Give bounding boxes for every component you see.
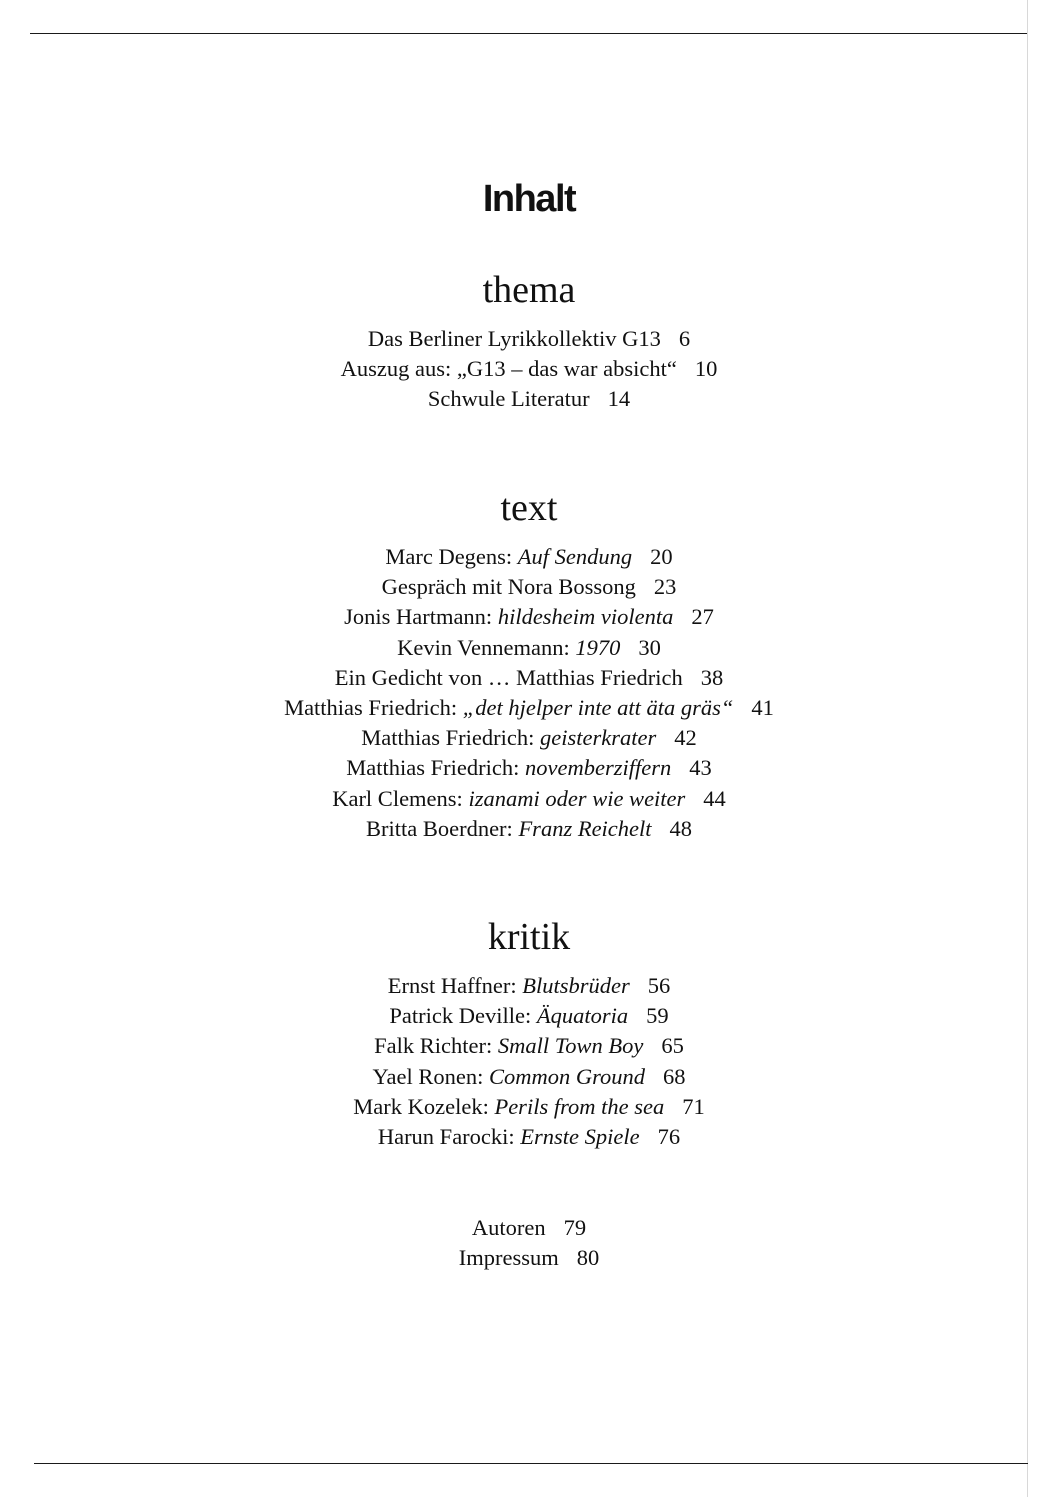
toc-entry[interactable] [0, 572, 1058, 602]
entry-work-title: hildesheim violenta [497, 604, 674, 630]
page-number: 59 [646, 1003, 669, 1029]
entry-text: Impressum [458, 1245, 559, 1271]
toc-entry[interactable] [0, 384, 1058, 414]
entry-author: Matthias Friedrich: [346, 755, 525, 781]
entry-author: Jonis Hartmann: [344, 604, 498, 630]
toc-entry[interactable] [0, 1092, 1058, 1122]
section-heading-thema: thema [482, 269, 576, 311]
toc-entry[interactable] [0, 324, 1058, 354]
page-number: 68 [663, 1063, 686, 1089]
section-heading-kritik: kritik [487, 916, 571, 958]
toc-entry[interactable] [0, 602, 1058, 632]
entry-author: Kevin Vennemann: [397, 634, 576, 660]
toc-entry[interactable] [0, 542, 1058, 572]
entry-work-title: 1970 [575, 634, 621, 660]
page-number: 10 [694, 356, 718, 382]
entry-work-title: Franz Reichelt [518, 815, 652, 841]
entry-work-title: Ernste Spiele [520, 1124, 640, 1150]
section-kritik [0, 915, 1058, 1152]
entry-work-title: Small Town Boy [497, 1033, 644, 1059]
page-number: 6 [678, 326, 691, 351]
entry-list-appendix [0, 1213, 1058, 1273]
toc-entry[interactable] [0, 723, 1058, 753]
toc-entry[interactable] [0, 663, 1058, 693]
page-number: 23 [653, 574, 677, 600]
toc-entry[interactable] [0, 633, 1058, 663]
entry-author: Mark Kozelek: [353, 1093, 495, 1119]
entry-text: Ein Gedicht von … Matthias Friedrich [334, 664, 683, 690]
page-number: 41 [751, 695, 774, 721]
entry-text: Das Berliner Lyrikkollektiv G13 [367, 326, 661, 351]
entry-text: Gespräch mit Nora Bossong [381, 574, 636, 600]
entry-work-title: „det hjelper inte att äta gräs“ [462, 695, 734, 721]
page-number: 20 [650, 544, 673, 569]
toc-entry[interactable] [0, 784, 1058, 814]
entry-work-title: novemberziffern [525, 755, 672, 781]
section-thema [0, 268, 1058, 415]
entry-work-title: Perils from the sea [494, 1093, 665, 1119]
section-appendix [0, 1213, 1058, 1273]
page-number: 79 [563, 1215, 587, 1240]
entry-work-title: Äquatoria [536, 1003, 629, 1029]
top-rule [30, 33, 1028, 34]
page-number: 48 [669, 815, 693, 841]
entry-author: Yael Ronen: [372, 1063, 489, 1089]
entry-author: Matthias Friedrich: [284, 695, 463, 721]
toc-entry[interactable] [0, 693, 1058, 723]
entry-author: Ernst Haffner: [387, 973, 523, 998]
toc-entry-impressum[interactable] [0, 1243, 1058, 1273]
entry-author: Matthias Friedrich: [361, 725, 540, 751]
toc-entry[interactable] [0, 971, 1058, 1001]
page-title: Inhalt [482, 178, 576, 221]
entry-author: Patrick Deville: [389, 1003, 537, 1029]
entry-author: Falk Richter: [374, 1033, 498, 1059]
toc-entry[interactable] [0, 1062, 1058, 1092]
page-number: 42 [674, 725, 697, 751]
entry-work-title: Common Ground [488, 1063, 646, 1089]
entry-list-text [0, 542, 1058, 844]
page-number: 30 [638, 634, 661, 660]
toc-entry[interactable] [0, 1122, 1058, 1152]
toc-entry[interactable] [0, 814, 1058, 844]
entry-author: Marc Degens: [385, 544, 518, 569]
bottom-rule [34, 1463, 1028, 1464]
entry-text: Autoren [471, 1215, 546, 1240]
section-text [0, 486, 1058, 844]
page-number: 56 [647, 973, 671, 998]
page-number: 14 [607, 386, 631, 412]
entry-work-title: Blutsbrüder [522, 973, 630, 998]
toc-entry[interactable] [0, 1031, 1058, 1061]
page-number: 80 [576, 1245, 600, 1271]
entry-work-title: Auf Sendung [517, 544, 633, 569]
page-number: 71 [682, 1093, 705, 1119]
page-number: 44 [703, 785, 726, 811]
entry-list-thema [0, 324, 1058, 415]
toc-entry-autoren[interactable] [0, 1213, 1058, 1243]
entry-author: Karl Clemens: [332, 785, 469, 811]
page-number: 43 [689, 755, 712, 781]
section-heading-text: text [500, 487, 558, 529]
page-number: 27 [691, 604, 714, 630]
entry-work-title: izanami oder wie weiter [468, 785, 686, 811]
entry-author: Harun Farocki: [377, 1124, 521, 1150]
entry-text: Schwule Literatur [427, 386, 590, 412]
entry-work-title: geisterkrater [539, 725, 657, 751]
toc-entry[interactable] [0, 1001, 1058, 1031]
page-number: 76 [657, 1124, 681, 1150]
toc-entry[interactable] [0, 354, 1058, 384]
page-number: 65 [661, 1033, 684, 1059]
entry-text: Auszug aus: „G13 – das war absicht“ [340, 356, 677, 382]
toc-entry[interactable] [0, 753, 1058, 783]
page-number: 38 [700, 664, 724, 690]
entry-author: Britta Boerdner: [365, 815, 519, 841]
entry-list-kritik [0, 971, 1058, 1152]
